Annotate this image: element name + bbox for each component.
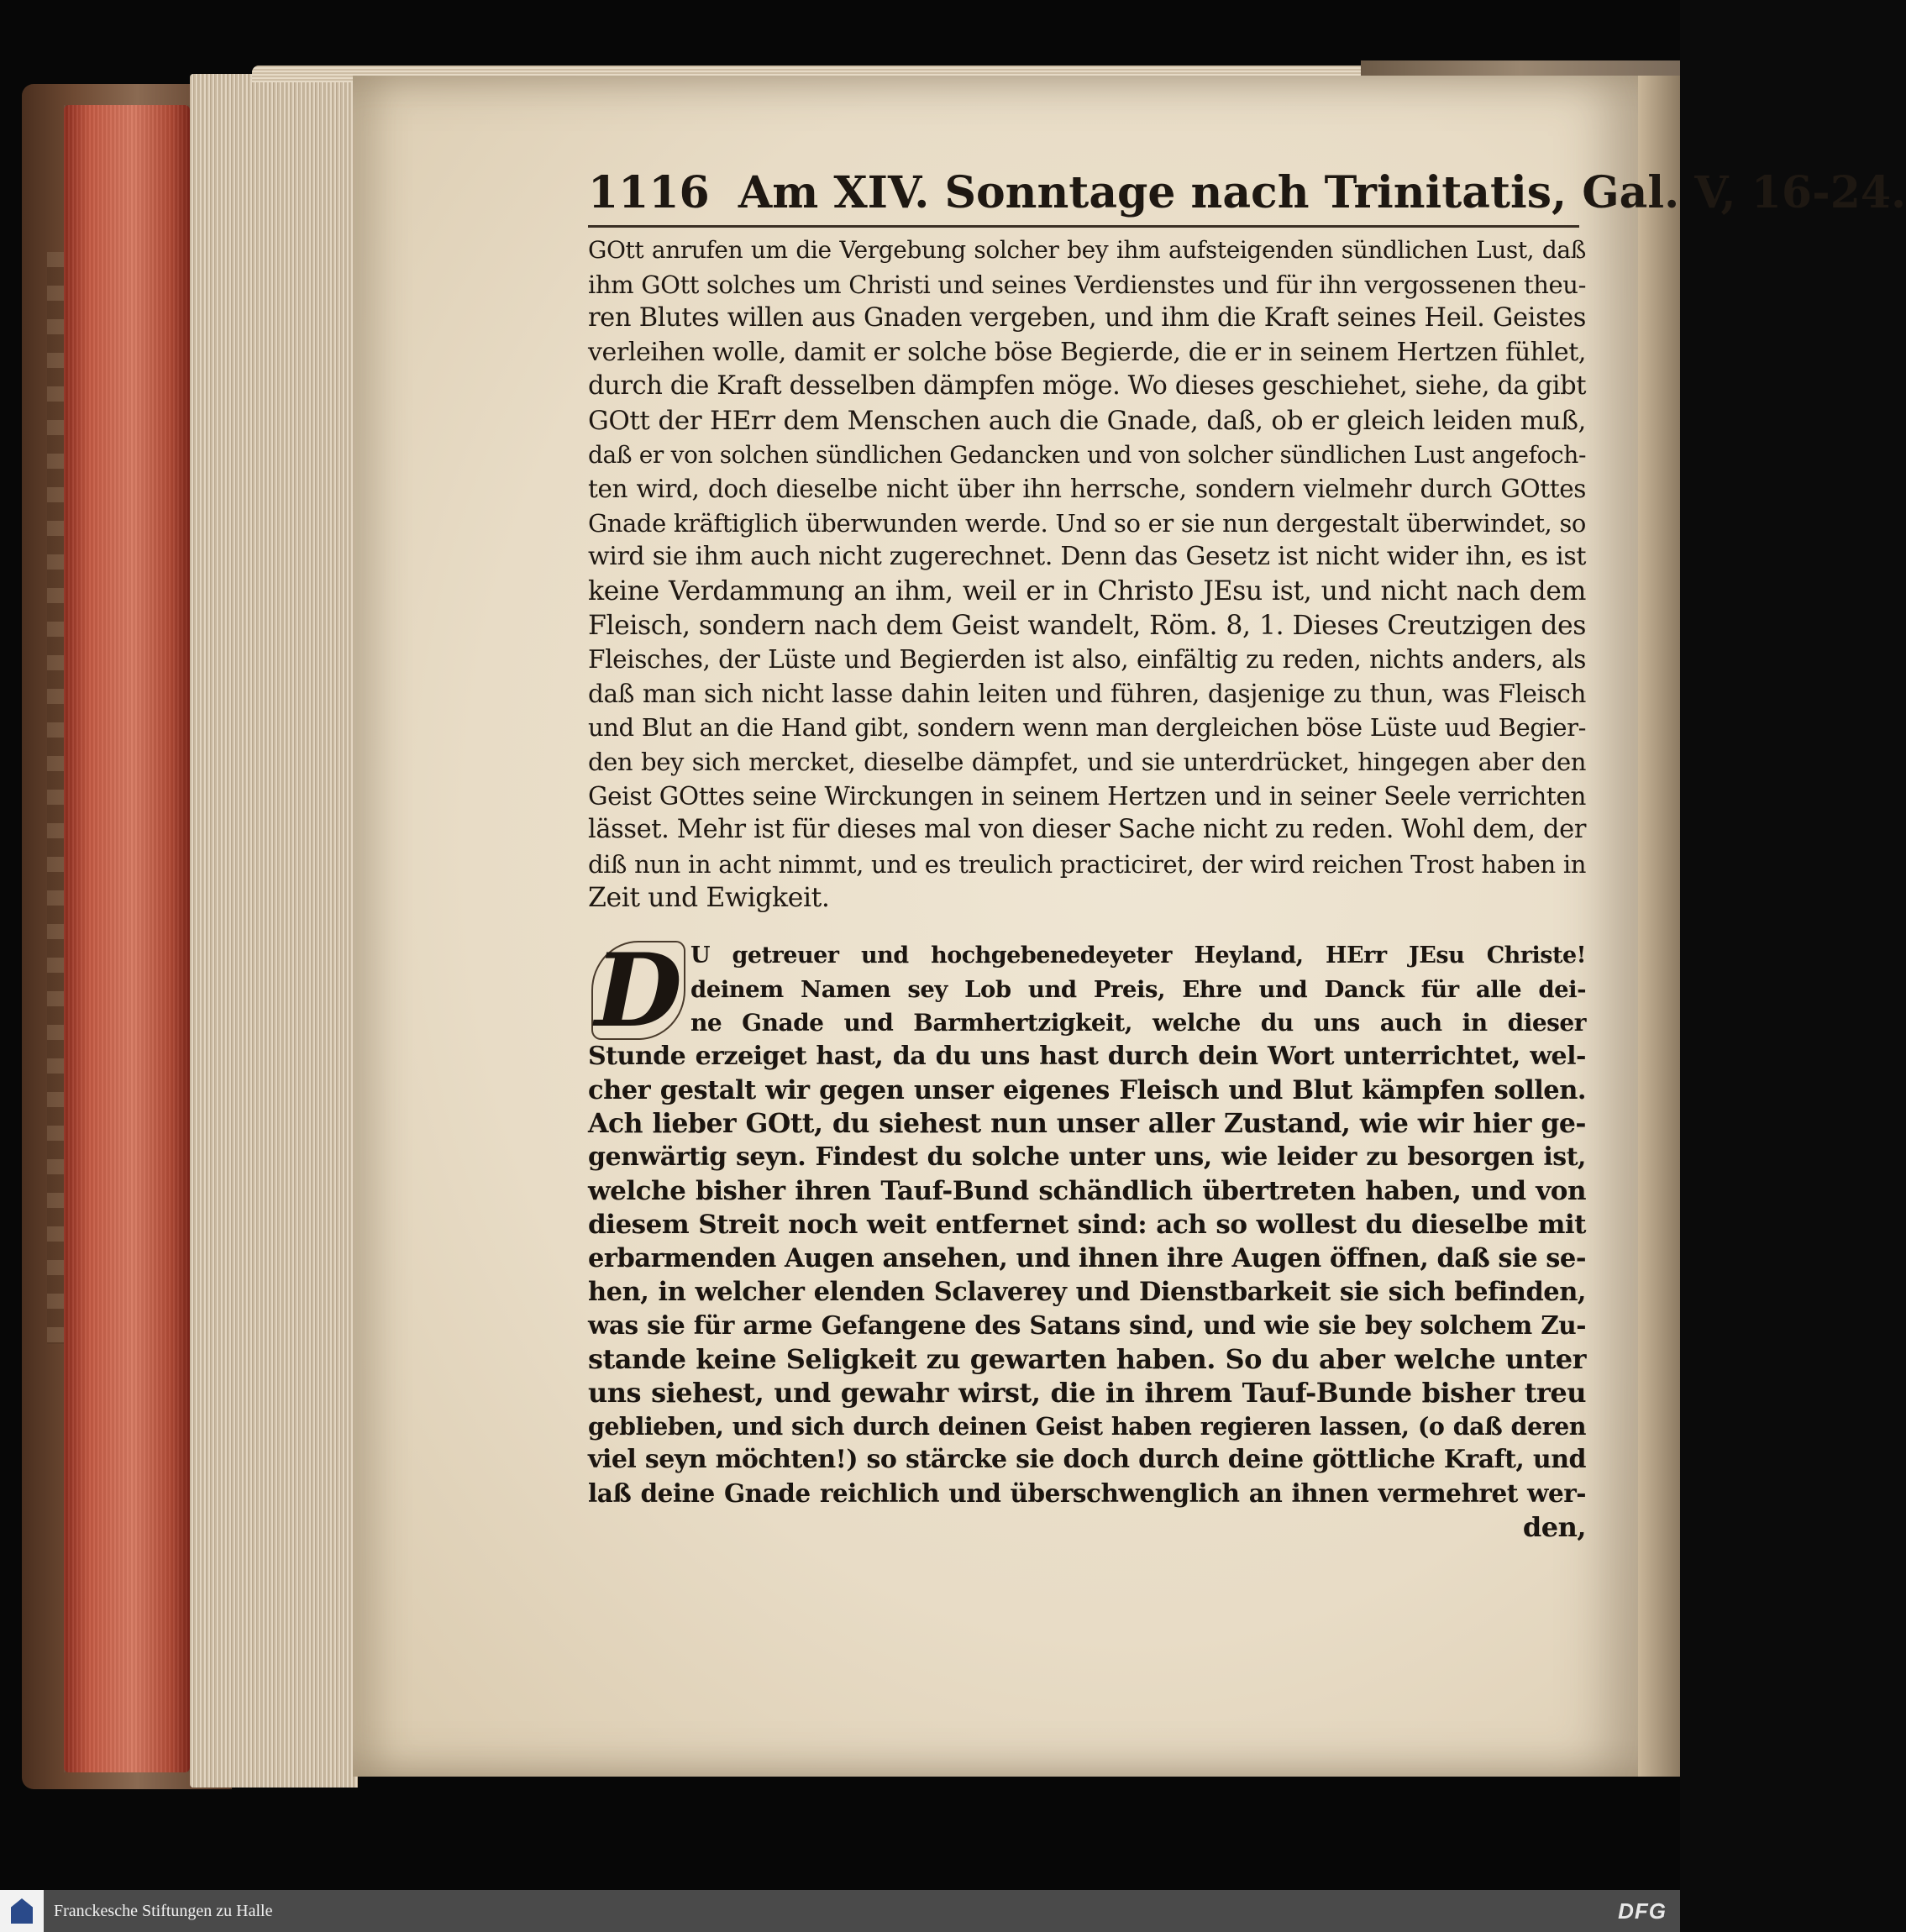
text-line: den bey sich mercket, dieselbe dämpfet, und sie unterdrücket, hingegen aber den (588, 747, 1586, 776)
prayer-line: uns siehest, und gewahr wirst, die in ihrem Tauf-Bunde bisher treu (588, 1377, 1586, 1409)
prayer-line: Ach lieber GOtt, du siehest nun unser aller Zustand, wie wir hier ge- (588, 1108, 1586, 1139)
text-line: keine Verdammung an ihm, weil er in Christo JEsu ist, und nicht nach dem (588, 575, 1586, 606)
page-stack-edge (190, 74, 358, 1788)
text-line: diß nun in acht nimmt, und es treulich practiciret, der wird reichen Trost haben in (588, 849, 1586, 879)
prayer-line: erbarmenden Augen ansehen, und ihnen ihre Augen öffnen, daß sie se- (588, 1243, 1586, 1273)
prayer-line: genwärtig seyn. Findest du solche unter uns, wie leider zu besorgen ist, (588, 1142, 1586, 1172)
prayer-line: welche bisher ihren Tauf-Bund schändlich übertreten haben, und von (588, 1176, 1586, 1206)
prayer-line: laß deine Gnade reichlich und überschwenglich an ihnen vermehret wer- (588, 1478, 1586, 1508)
running-head (588, 164, 1906, 223)
francke-logo[interactable] (0, 1890, 44, 1932)
prayer-line: Stunde erzeiget hast, da du uns hast durch dein Wort unterrichtet, wel- (588, 1042, 1586, 1071)
building-icon (11, 1898, 33, 1924)
text-line: ren Blutes willen aus Gnaden vergeben, und ihm die Kraft seines Heil. Geistes (588, 303, 1586, 333)
book-gutter (1638, 76, 1680, 1777)
text-line: lässet. Mehr ist für dieses mal von dieser Sache nicht zu reden. Wohl dem, der (588, 815, 1586, 845)
text-line: ten wird, doch dieselbe nicht über ihn herrsche, sondern vielmehr durch GOttes (588, 475, 1586, 504)
text-line: Geist GOttes seine Wirckungen in seinem Hertzen und in seiner Seele verrichten (588, 781, 1586, 811)
red-page-edge (64, 105, 190, 1772)
text-line: GOtt anrufen um die Vergebung solcher bey ihm aufsteigenden sündlichen Lust, daß (588, 236, 1586, 264)
text-line: wird sie ihm auch nicht zugerechnet. Denn das Gesetz ist nicht wider ihn, es ist (588, 542, 1586, 572)
prayer-line: stande keine Seligkeit zu gewarten haben. So du aber welche unter (588, 1343, 1586, 1375)
prayer-line: ne Gnade und Barmhertzigkeit, welche du uns auch in dieser (690, 1009, 1586, 1037)
page-number: 1116 (588, 167, 710, 218)
text-line: daß man sich nicht lasse dahin leiten und führen, dasjenige zu thun, was Fleisch (588, 679, 1586, 708)
text-line: Gnade kräftiglich überwunden werde. Und so er sie nun dergestalt überwindet, so (588, 508, 1586, 538)
catchword: den, (1522, 1511, 1586, 1543)
sermon-text (588, 234, 1586, 916)
prayer-line: diesem Streit noch weit entfernet sind: ach so wollest du dieselbe mit (588, 1210, 1586, 1240)
text-line: Zeit und Ewigkeit. (588, 883, 830, 914)
text-line: Fleisches, der Lüste und Begierden ist also, einfältig zu reden, nichts anders, als (588, 645, 1586, 675)
institution-label[interactable]: Franckesche Stiftungen zu Halle (54, 1902, 273, 1920)
dfg-logo[interactable]: DFG (1618, 1898, 1667, 1924)
prayer-text (588, 939, 1586, 1544)
drop-cap: D (591, 941, 685, 1040)
prayer-line: deinem Namen sey Lob und Preis, Ehre und Danck für alle dei- (690, 976, 1586, 1003)
prayer-line: U getreuer und hochgebenedeyeter Heyland, HErr JEsu Christe! (690, 942, 1586, 969)
text-line: daß er von solchen sündlichen Gedancken und von solcher sündlichen Lust angefoch- (588, 440, 1586, 469)
viewer-footer (0, 1890, 1680, 1932)
running-head-title: Am XIV. Sonntage nach Trinitatis, Gal. V, 16-24. (738, 167, 1906, 218)
prayer-line: viel seyn möchten!) so stärcke sie doch durch deine göttliche Kraft, und (588, 1445, 1586, 1474)
prayer-line: hen, in welcher elenden Sclaverey und Dienstbarkeit sie sich befinden, (588, 1277, 1586, 1307)
header-rule (588, 225, 1579, 228)
text-line: durch die Kraft desselben dämpfen möge. Wo dieses geschiehet, siehe, da gibt (588, 371, 1587, 402)
text-line: und Blut an die Hand gibt, sondern wenn man dergleichen böse Lüste uud Begier- (588, 713, 1586, 743)
text-line: Fleisch, sondern nach dem Geist wandelt, Röm. 8, 1. Dieses Creutzigen des (588, 610, 1586, 641)
prayer-line: cher gestalt wir gegen unser eigenes Fleisch und Blut kämpfen sollen. (588, 1075, 1586, 1105)
text-line: verleihen wolle, damit er solche böse Begierde, die er in seinem Hertzen fühlet, (588, 337, 1586, 367)
text-line: ihm GOtt solches um Christi und seines Verdienstes und für ihn vergossenen theu- (588, 270, 1586, 299)
prayer-line: was sie für arme Gefangene des Satans sind, und wie sie bey solchem Zu- (588, 1310, 1586, 1340)
prayer-line: geblieben, und sich durch deinen Geist haben regieren lassen, (o daß deren (588, 1412, 1586, 1441)
text-line: GOtt der HErr dem Menschen auch die Gnade, daß, ob er gleich leiden muß, (588, 405, 1586, 436)
